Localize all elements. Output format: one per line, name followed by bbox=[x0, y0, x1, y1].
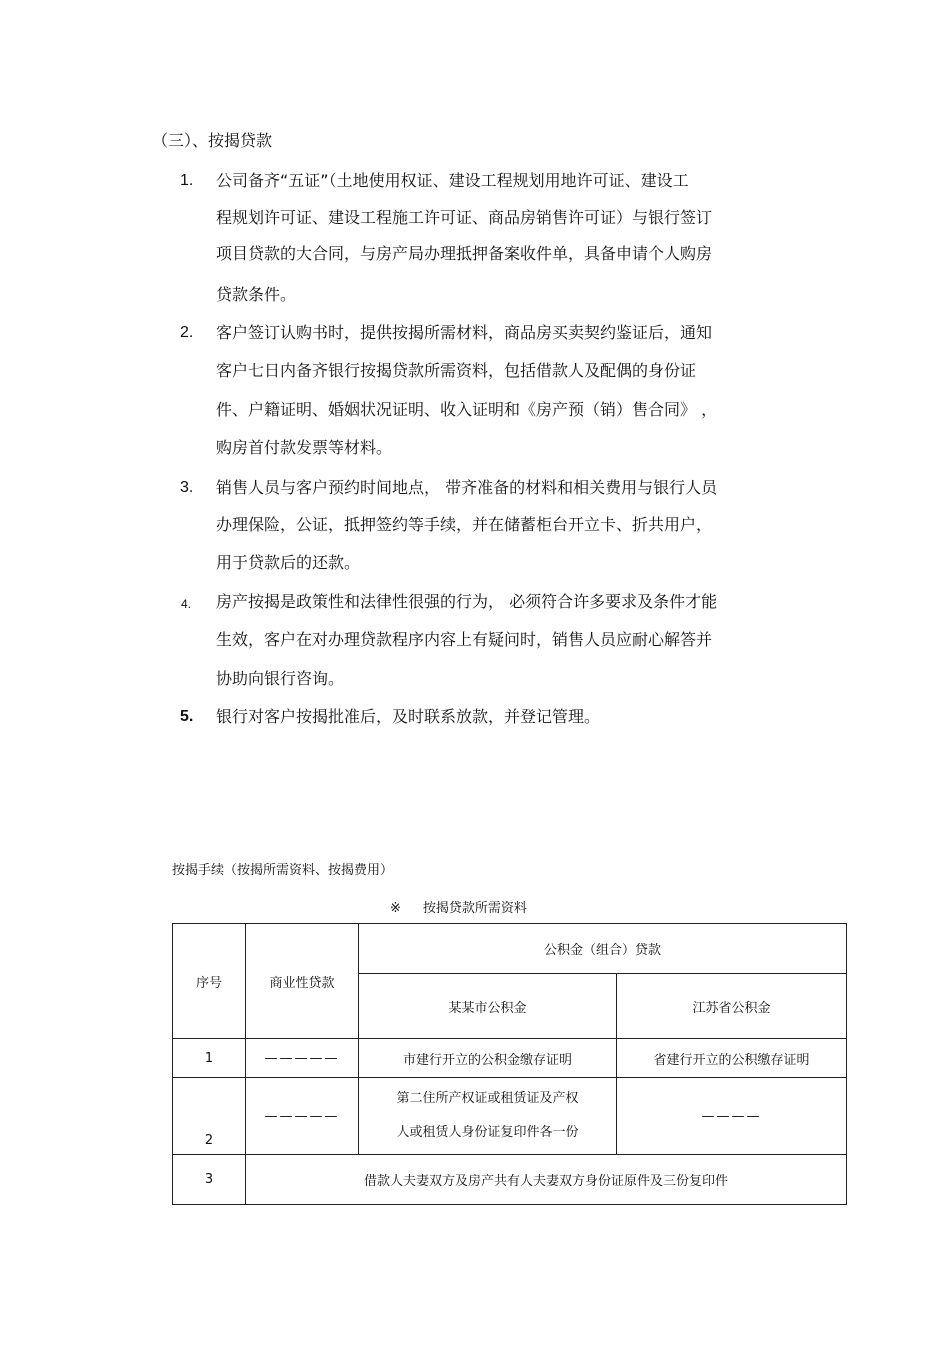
table-title: 按揭贷款所需资料 bbox=[422, 901, 527, 916]
item-line: 协助向银行咨询。 bbox=[216, 669, 345, 688]
header-city-fund: 某某市公积金 bbox=[359, 974, 617, 1039]
header-province-fund: 江苏省公积金 bbox=[617, 974, 847, 1039]
row-city-fund-line: 第二住所产权证或租赁证及产权 bbox=[396, 1091, 579, 1106]
row-commercial: ————— bbox=[246, 1078, 359, 1155]
item-line: 项目贷款的大合同，与房产局办理抵押备案收件单，具备申请个人购房 bbox=[216, 244, 713, 263]
row-merged: 借款人夫妻双方及房产共有人夫妻双方身份证原件及三份复印件 bbox=[246, 1155, 847, 1205]
item-line: 购房首付款发票等材料。 bbox=[216, 438, 393, 457]
item-number: 5. bbox=[180, 708, 194, 725]
header-fund-loan: 公积金（组合）贷款 bbox=[359, 924, 847, 974]
row-city-fund: 市建行开立的公积金缴存证明 bbox=[359, 1039, 617, 1078]
table-header-row bbox=[173, 924, 847, 974]
item-number: 4. bbox=[181, 597, 192, 611]
row-city-fund-line: 人或租赁人身份证复印件各一份 bbox=[396, 1125, 579, 1140]
item-line: 房产按揭是政策性和法律性很强的行为， 必须符合许多要求及条件才能 bbox=[216, 592, 718, 611]
row-seq: 2 bbox=[173, 1078, 246, 1155]
item-line: 用于贷款后的还款。 bbox=[216, 553, 361, 572]
requirements-table bbox=[172, 923, 847, 1205]
item-line: 件、户籍证明、婚姻状况证明、收入证明和《房产预（销）售合同》 ， bbox=[216, 400, 718, 419]
reference-mark-icon: ※ bbox=[390, 901, 401, 916]
header-commercial-loan: 商业性贷款 bbox=[246, 924, 359, 1039]
row-province-fund: ———— bbox=[617, 1078, 847, 1155]
item-number: 3. bbox=[180, 479, 194, 496]
item-line: 程规划许可证、建设工程施工许可证、商品房销售许可证）与银行签订 bbox=[216, 208, 713, 227]
item-line: 客户签订认购书时，提供按揭所需材料，商品房买卖契约鉴证后，通知 bbox=[216, 323, 713, 342]
item-line: 客户七日内备齐银行按揭贷款所需资料，包括借款人及配偶的身份证 bbox=[216, 361, 697, 380]
item-number: 1. bbox=[180, 172, 194, 189]
header-seq: 序号 bbox=[173, 924, 246, 1039]
item-line: 销售人员与客户预约时间地点， 带齐准备的材料和相关费用与银行人员 bbox=[216, 478, 718, 497]
table-row bbox=[173, 1039, 847, 1078]
row-seq: 3 bbox=[173, 1155, 246, 1205]
item-line: 办理保险，公证，抵押签约等手续，并在储蓄柜台开立卡、折共用户， bbox=[216, 515, 713, 534]
table-intro: 按揭手续（按揭所需资料、按揭费用） bbox=[172, 863, 394, 878]
item-line: 银行对客户按揭批准后，及时联系放款，并登记管理。 bbox=[216, 707, 601, 726]
row-city-fund bbox=[359, 1078, 617, 1155]
row-seq: 1 bbox=[173, 1039, 246, 1078]
row-commercial: ————— bbox=[246, 1039, 359, 1078]
item-line: 公司备齐“五证”（土地使用权证、建设工程规划用地许可证、建设工 bbox=[216, 171, 689, 190]
table-row bbox=[173, 1078, 847, 1155]
section-heading: （三）、按揭贷款 bbox=[152, 131, 273, 150]
row-province-fund: 省建行开立的公积缴存证明 bbox=[617, 1039, 847, 1078]
item-number: 2. bbox=[180, 324, 194, 341]
item-line: 生效，客户在对办理贷款程序内容上有疑问时，销售人员应耐心解答并 bbox=[216, 630, 713, 649]
table-caption bbox=[390, 899, 527, 919]
table-row bbox=[173, 1155, 847, 1205]
item-line: 贷款条件。 bbox=[216, 285, 297, 304]
